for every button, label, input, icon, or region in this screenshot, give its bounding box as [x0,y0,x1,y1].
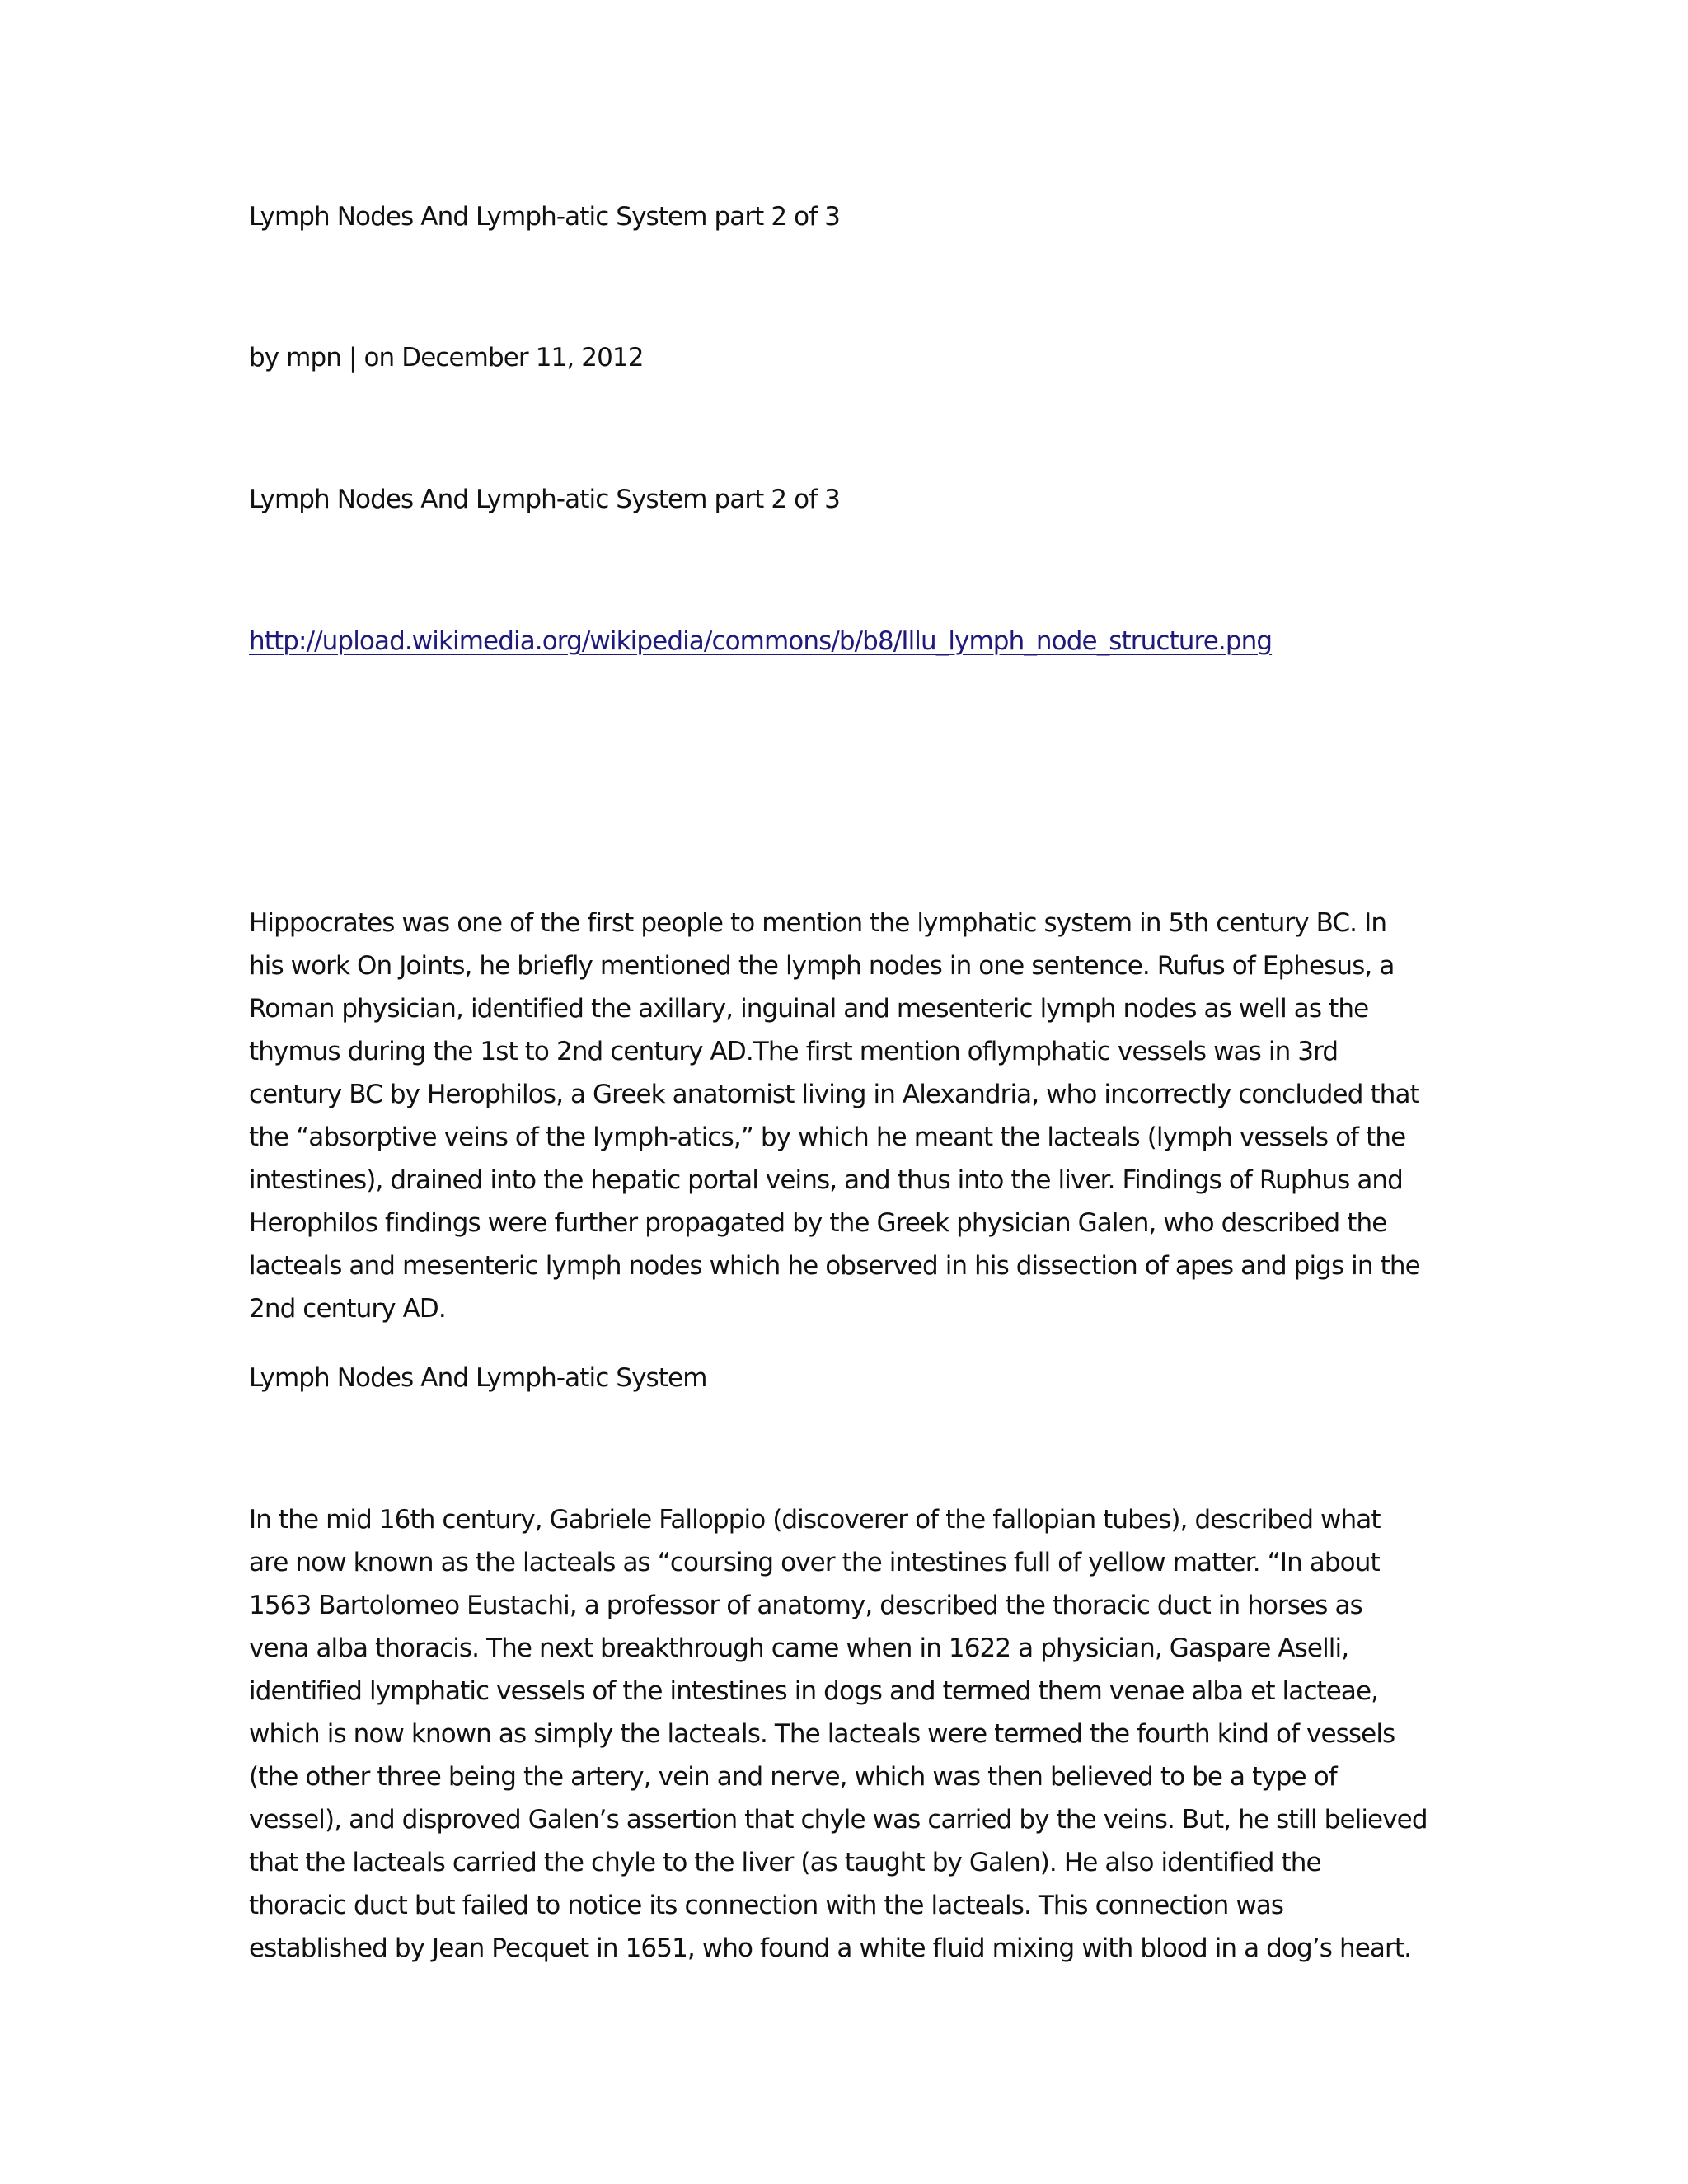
paragraph-line: established by Jean Pecquet in 1651, who found a white fluid mixing with blood in a dog’s heart. [249,1933,1412,1963]
image-link[interactable]: http://upload.wikimedia.org/wikipedia/commons/b/b8/Illu_lymph_node_structure.png [249,626,1273,656]
paragraph-line: lacteals and mesenteric lymph nodes which he observed in his dissection of apes and pigs in the [249,1251,1420,1281]
paragraph-line: that the lacteals carried the chyle to the liver (as taught by Galen). He also identified the [249,1848,1321,1877]
section-caption: Lymph Nodes And Lymph-atic System [249,1363,707,1393]
paragraph-line: In the mid 16th century, Gabriele Falloppio (discoverer of the fallopian tubes), described what [249,1505,1381,1535]
paragraph-line: century BC by Herophilos, a Greek anatomist living in Alexandria, who incorrectly concluded that [249,1080,1419,1109]
paragraph-line: his work On Joints, he briefly mentioned the lymph nodes in one sentence. Rufus of Ephesus, a [249,951,1395,981]
byline: by mpn | on December 11, 2012 [249,343,644,373]
paragraph-line: intestines), drained into the hepatic portal veins, and thus into the liver. Findings of Ruphus and [249,1165,1403,1195]
paragraph-line: which is now known as simply the lacteals. The lacteals were termed the fourth kind of vessels [249,1719,1395,1749]
paragraph-line: Herophilos findings were further propagated by the Greek physician Galen, who described the [249,1208,1387,1238]
paragraph-line: vena alba thoracis. The next breakthrough came when in 1622 a physician, Gaspare Aselli, [249,1633,1349,1663]
paragraph-line: 2nd century AD. [249,1294,446,1324]
paragraph-line: are now known as the lacteals as “coursing over the intestines full of yellow matter. “In about [249,1548,1380,1577]
paragraph-history-ancient [249,902,1452,1330]
paragraph-line: (the other three being the artery, vein and nerve, which was then believed to be a type of [249,1762,1337,1792]
paragraph-line: thymus during the 1st to 2nd century AD.The first mention oflymphatic vessels was in 3rd [249,1037,1339,1066]
paragraph-line: the “absorptive veins of the lymph-atics,” by which he meant the lacteals (lymph vessels of the [249,1122,1406,1152]
paragraph-line: Roman physician, identified the axillary, inguinal and mesenteric lymph nodes as well as the [249,994,1369,1024]
image-link-line [249,620,1272,663]
paragraph-line: thoracic duct but failed to notice its connection with the lacteals. This connection was [249,1891,1284,1920]
paragraph-line: 1563 Bartolomeo Eustachi, a professor of anatomy, described the thoracic duct in horses as [249,1591,1362,1620]
paragraph-history-renaissance [249,1498,1452,1970]
page-title: Lymph Nodes And Lymph-atic System part 2 of 3 [249,202,841,232]
paragraph-line: vessel), and disproved Galen’s assertion that chyle was carried by the veins. But, he still believed [249,1805,1428,1835]
subtitle: Lymph Nodes And Lymph-atic System part 2 of 3 [249,485,841,514]
paragraph-line: Hippocrates was one of the first people to mention the lymphatic system in 5th century BC. In [249,908,1387,938]
paragraph-line: identified lymphatic vessels of the intestines in dogs and termed them venae alba et lacteae, [249,1676,1379,1706]
